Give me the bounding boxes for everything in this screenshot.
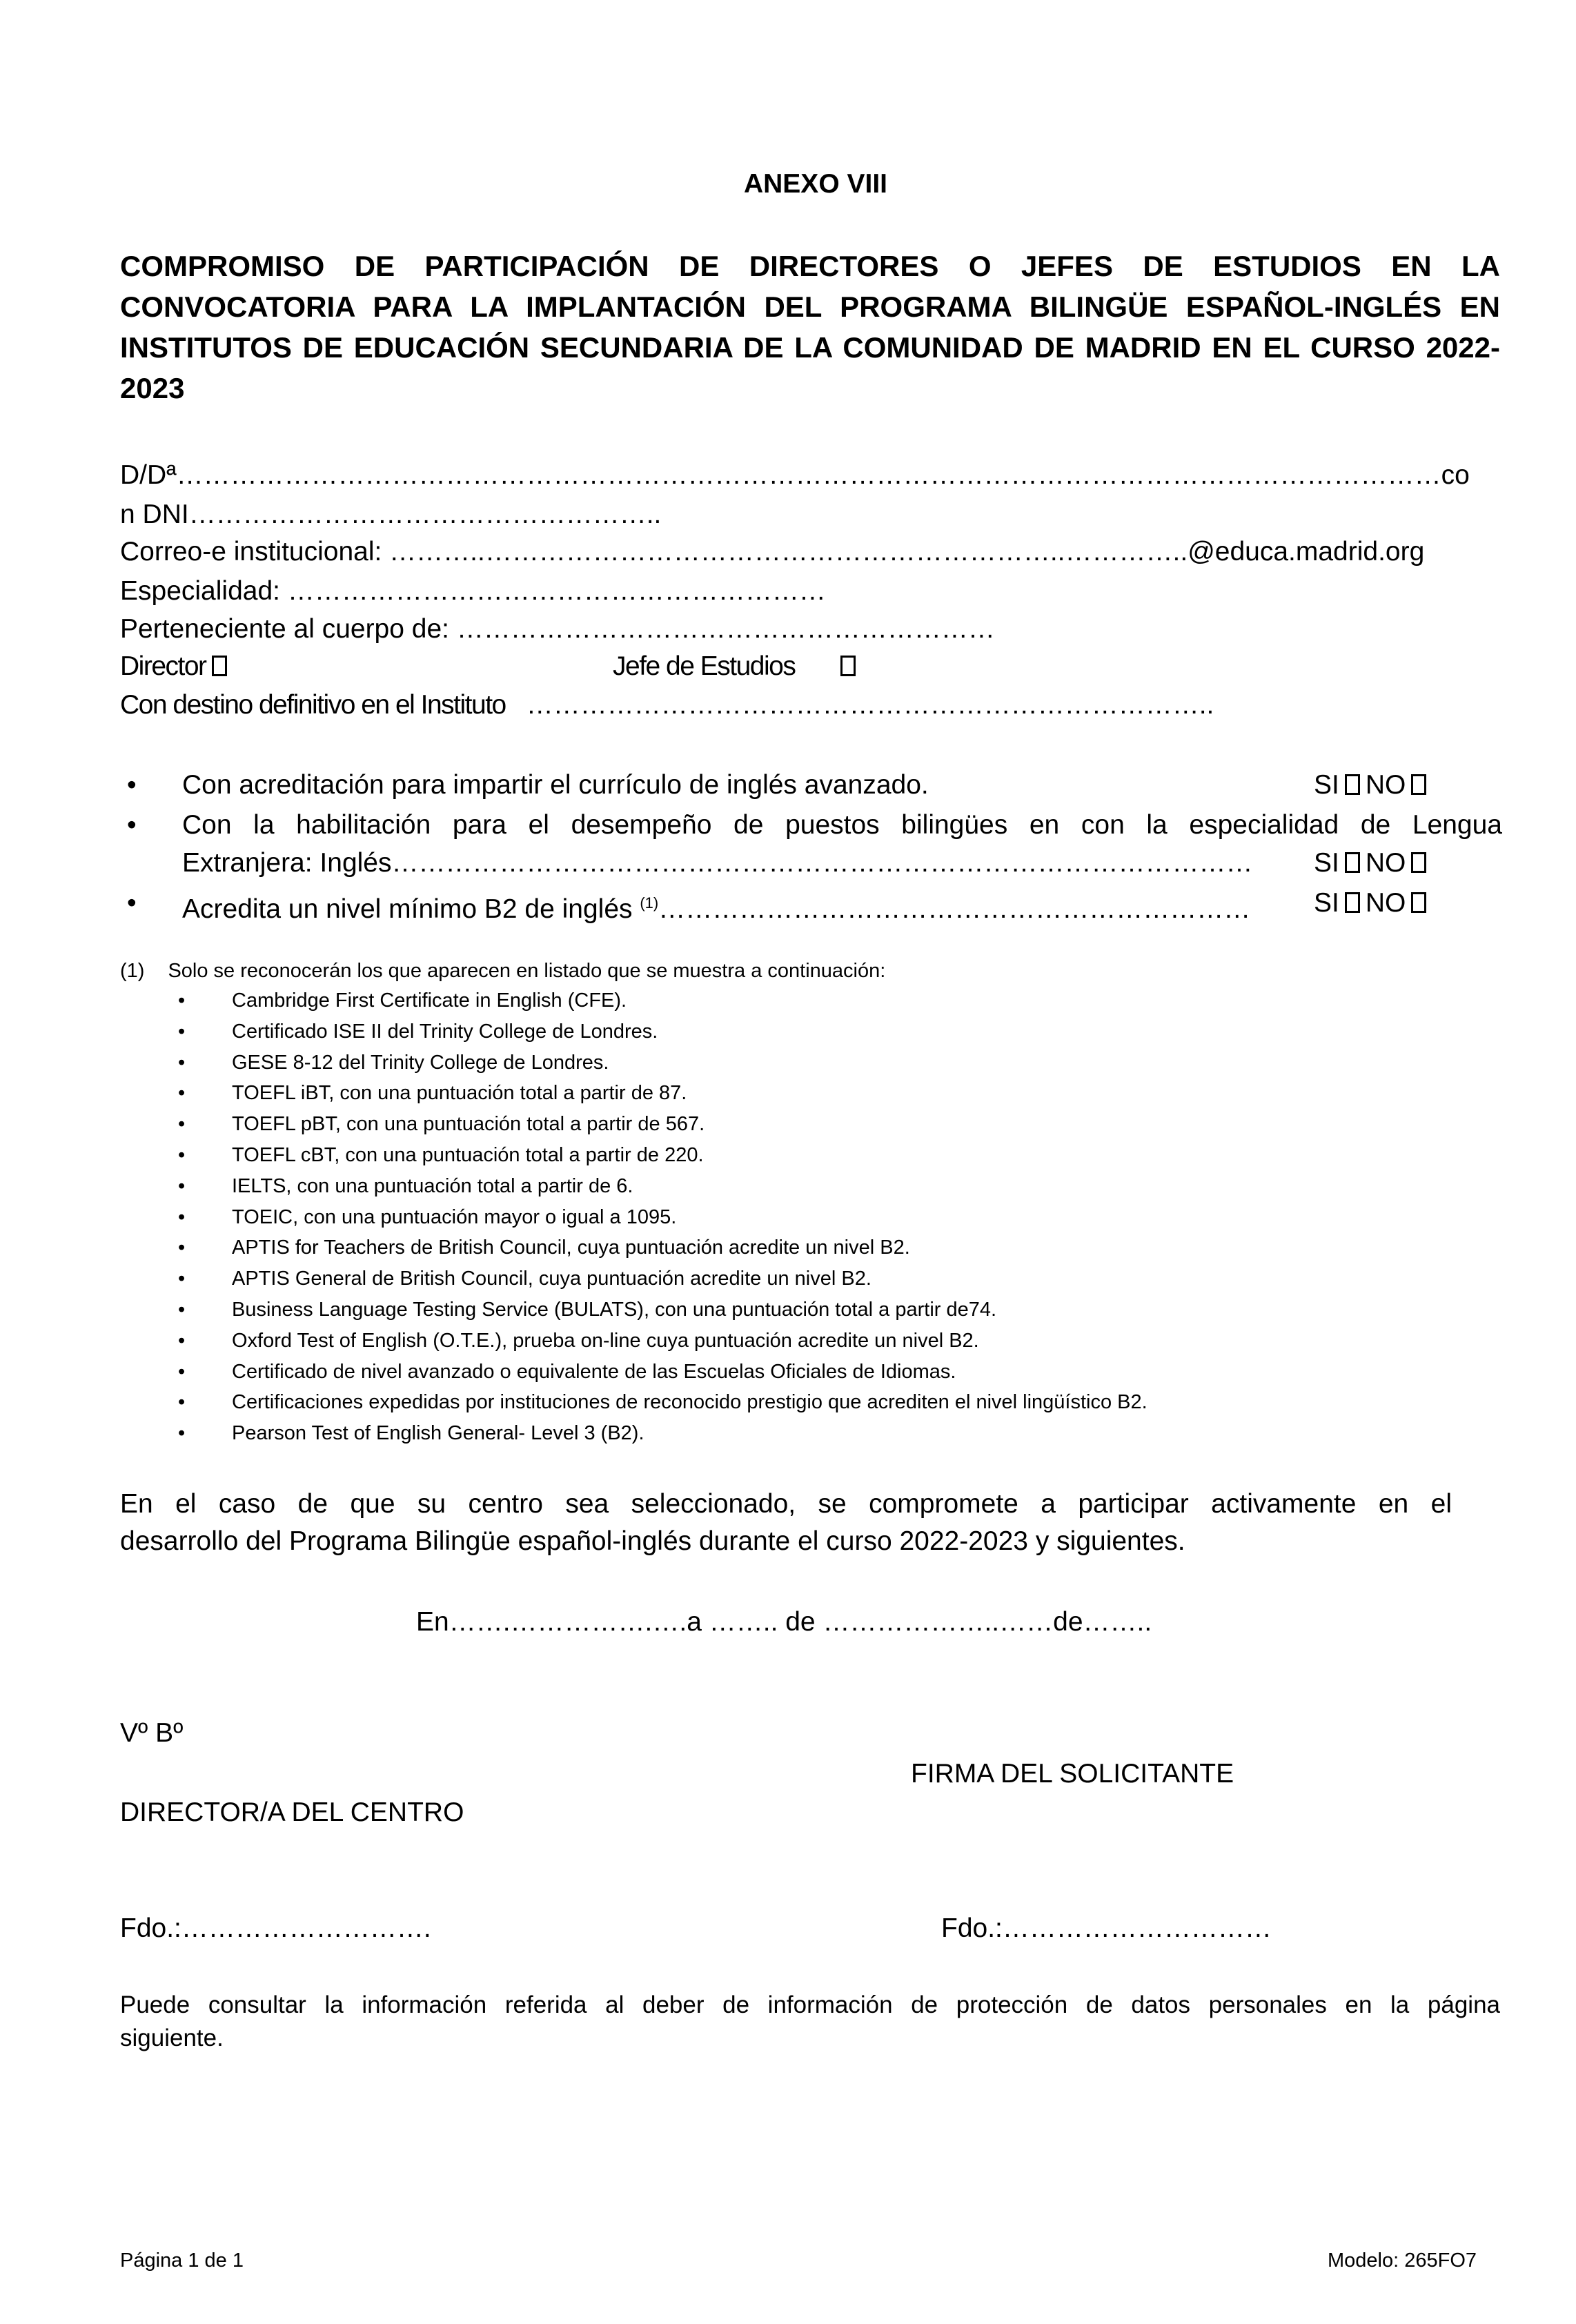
certificate-item	[178, 988, 627, 1013]
model-code: Modelo: 265FO7	[1328, 2249, 1477, 2272]
certificate-item	[178, 1297, 996, 1322]
director-option[interactable]	[120, 651, 233, 682]
destino-field[interactable]	[120, 689, 1214, 721]
footnote-ref: (1)	[640, 894, 659, 912]
bullet-icon: •	[178, 1268, 186, 1290]
director-checkbox[interactable]	[212, 656, 227, 676]
email-dots: ………..………………………………………………………..…………..	[389, 537, 1188, 567]
certificate-text: GESE 8-12 del Trinity College de Londres.	[232, 1051, 609, 1074]
certificate-text: Cambridge First Certificate in English (CFE).	[232, 989, 627, 1012]
certificate-item	[178, 1112, 705, 1136]
bullet-icon: •	[178, 1237, 186, 1259]
title-line-1: COMPROMISO DE PARTICIPACIÓN DE DIRECTORES O JEFES DE ESTUDIOS EN LA	[120, 250, 1500, 282]
certificate-text: Certificado ISE II del Trinity College de Londres.	[232, 1020, 658, 1043]
si-label: SI	[1314, 888, 1339, 918]
body-field[interactable]: Perteneciente al cuerpo de: ……………………………………………………	[120, 614, 995, 644]
bullet-icon: •	[178, 1082, 186, 1105]
bullet-icon: •	[178, 1020, 186, 1043]
certificate-item	[178, 1359, 956, 1384]
director-signature-field[interactable]: Fdo.:……………………….	[120, 1913, 431, 1943]
bullet-icon: •	[178, 1051, 186, 1074]
director-label: Director	[120, 651, 206, 681]
bullet-icon: •	[178, 1299, 186, 1321]
footnote-text: Solo se reconocerán los que aparecen en listado que se muestra a continuación:	[168, 960, 886, 982]
no-label: NO	[1365, 888, 1406, 918]
certificate-item	[178, 1328, 979, 1353]
title-line-3: INSTITUTOS DE EDUCACIÓN SECUNDARIA DE LA COMUNIDAD DE MADRID EN EL CURSO 2022-	[120, 331, 1500, 364]
certificate-text: Business Language Testing Service (BULATS), con una puntuación total a partir de74.	[232, 1299, 997, 1321]
privacy-line-2: siguiente.	[120, 2025, 224, 2051]
certificate-text: TOEIC, con una puntuación mayor o igual a 1095.	[232, 1205, 677, 1228]
certificate-item	[178, 1143, 704, 1168]
bullet-icon: •	[178, 1144, 186, 1166]
bullet-icon: •	[178, 1422, 186, 1445]
bullet-icon: •	[178, 989, 186, 1012]
footnote-intro	[120, 958, 885, 983]
no-checkbox[interactable]	[1411, 774, 1426, 795]
bullet-icon: •	[178, 1329, 186, 1352]
no-checkbox[interactable]	[1411, 892, 1426, 913]
privacy-line-1	[120, 1990, 1500, 2020]
jefe-label: Jefe de Estudios	[613, 651, 796, 681]
certificate-item	[178, 1081, 687, 1105]
commitment-line-1	[120, 1488, 1452, 1520]
commitment-text-1: En el caso de que su centro sea seleccionado, se compromete a participar activamente en el	[120, 1489, 1452, 1519]
applicant-signature-field[interactable]: Fdo.:…………………………	[941, 1913, 1272, 1943]
bullet-text-2: Extranjera: Inglés……………………………………………………………………………………	[182, 848, 1253, 878]
privacy-text-1: Puede consultar la información referida al deber de información de protección de datos personales en la página	[120, 1991, 1500, 2018]
certificate-text: Oxford Test of English (O.T.E.), prueba on-line cuya puntuación acredite un nivel B2.	[232, 1329, 979, 1352]
certificate-item	[178, 1235, 910, 1260]
bullet-text: Con acreditación para impartir el currículo de inglés avanzado.	[182, 770, 929, 800]
bullet-icon: •	[178, 1113, 186, 1136]
certificate-text: IELTS, con una puntuación total a partir de 6.	[232, 1174, 633, 1197]
certificate-text: Certificado de nivel avanzado o equivalente de las Escuelas Oficiales de Idiomas.	[232, 1360, 956, 1383]
bullet-habilitation-line2	[182, 847, 1507, 879]
no-checkbox[interactable]	[1411, 852, 1426, 873]
certificate-item	[178, 1174, 633, 1199]
certificate-item	[178, 1266, 871, 1291]
certificate-text: Certificaciones expedidas por instituciones de reconocido prestigio que acrediten el nivel lingüístico B2.	[232, 1391, 1147, 1414]
email-domain: @educa.madrid.org	[1188, 537, 1425, 567]
applicant-signature-label: FIRMA DEL SOLICITANTE	[911, 1759, 1234, 1789]
certificate-item	[178, 1421, 644, 1446]
bullet-text: Con la habilitación para el desempeño de puestos bilingües en con la especialidad de Lengua	[182, 810, 1502, 840]
bullet-text: Acredita un nivel mínimo B2 de inglés	[182, 894, 640, 924]
bullet-icon: •	[178, 1174, 186, 1197]
no-label: NO	[1365, 848, 1406, 878]
annex-title: ANEXO VIII	[743, 169, 888, 199]
email-field[interactable]	[120, 536, 1424, 568]
bullet-icon: •	[127, 770, 137, 800]
si-checkbox[interactable]	[1345, 892, 1360, 913]
jefe-option[interactable]	[613, 651, 861, 682]
yes-no-group	[1314, 769, 1432, 801]
commitment-line-2: desarrollo del Programa Bilingüe español-inglés durante el curso 2022-2023 y siguientes.	[120, 1526, 1185, 1556]
footnote-marker: (1)	[120, 960, 145, 982]
certificate-item	[178, 1205, 676, 1230]
certificate-text: APTIS General de British Council, cuya puntuación acredite un nivel B2.	[232, 1268, 871, 1290]
si-checkbox[interactable]	[1345, 852, 1360, 873]
bullet-icon: •	[178, 1391, 186, 1414]
yes-no-group	[1314, 847, 1432, 879]
si-checkbox[interactable]	[1345, 774, 1360, 795]
title-line-2: CONVOCATORIA PARA LA IMPLANTACIÓN DEL PROGRAMA BILINGÜE ESPAÑOL-INGLÉS EN	[120, 290, 1500, 323]
name-field[interactable]: D/Dª……………………………………………………………………………………………………………………………co	[120, 460, 1470, 490]
place-date-field[interactable]: En…….…………….….a …….. de ………………..……de……..	[416, 1607, 1152, 1637]
si-label: SI	[1314, 770, 1339, 800]
bullet-icon: •	[127, 888, 137, 918]
title-line-4: 2023	[120, 372, 185, 404]
certificate-text: TOEFL cBT, con una puntuación total a partir de 220.	[232, 1144, 704, 1166]
dni-field[interactable]: n DNI……………………………………………..	[120, 500, 662, 529]
certificate-item	[178, 1019, 658, 1044]
certificate-text: Pearson Test of English General- Level 3 (B2).	[232, 1422, 644, 1445]
yes-no-group	[1314, 887, 1432, 919]
specialty-field[interactable]: Especialidad: ……………………………………………………	[120, 576, 826, 606]
certificate-text: TOEFL iBT, con una puntuación total a partir de 87.	[232, 1082, 687, 1105]
si-label: SI	[1314, 848, 1339, 878]
bullet-icon: •	[178, 1205, 186, 1228]
jefe-checkbox[interactable]	[840, 656, 856, 676]
vobo-label: Vº Bº	[120, 1718, 184, 1748]
bullet-icon: •	[127, 810, 137, 840]
certificate-text: TOEFL pBT, con una puntuación total a partir de 567.	[232, 1113, 705, 1136]
email-label: Correo-e institucional:	[120, 537, 390, 567]
certificate-text: APTIS for Teachers de British Council, cuya puntuación acredite un nivel B2.	[232, 1237, 910, 1259]
page-number: Página 1 de 1	[120, 2249, 244, 2272]
destino-label: Con destino definitivo en el Instituto	[120, 690, 506, 720]
director-signature-label: DIRECTOR/A DEL CENTRO	[120, 1798, 464, 1827]
no-label: NO	[1365, 770, 1406, 800]
destino-dots: …………………………………………………………………..	[526, 690, 1214, 720]
certificate-item	[178, 1050, 609, 1075]
bullet-dots: …………………………………………………………	[658, 894, 1251, 924]
certificate-item	[178, 1390, 1147, 1415]
bullet-icon: •	[178, 1360, 186, 1383]
bullet-habilitation	[127, 809, 1502, 841]
